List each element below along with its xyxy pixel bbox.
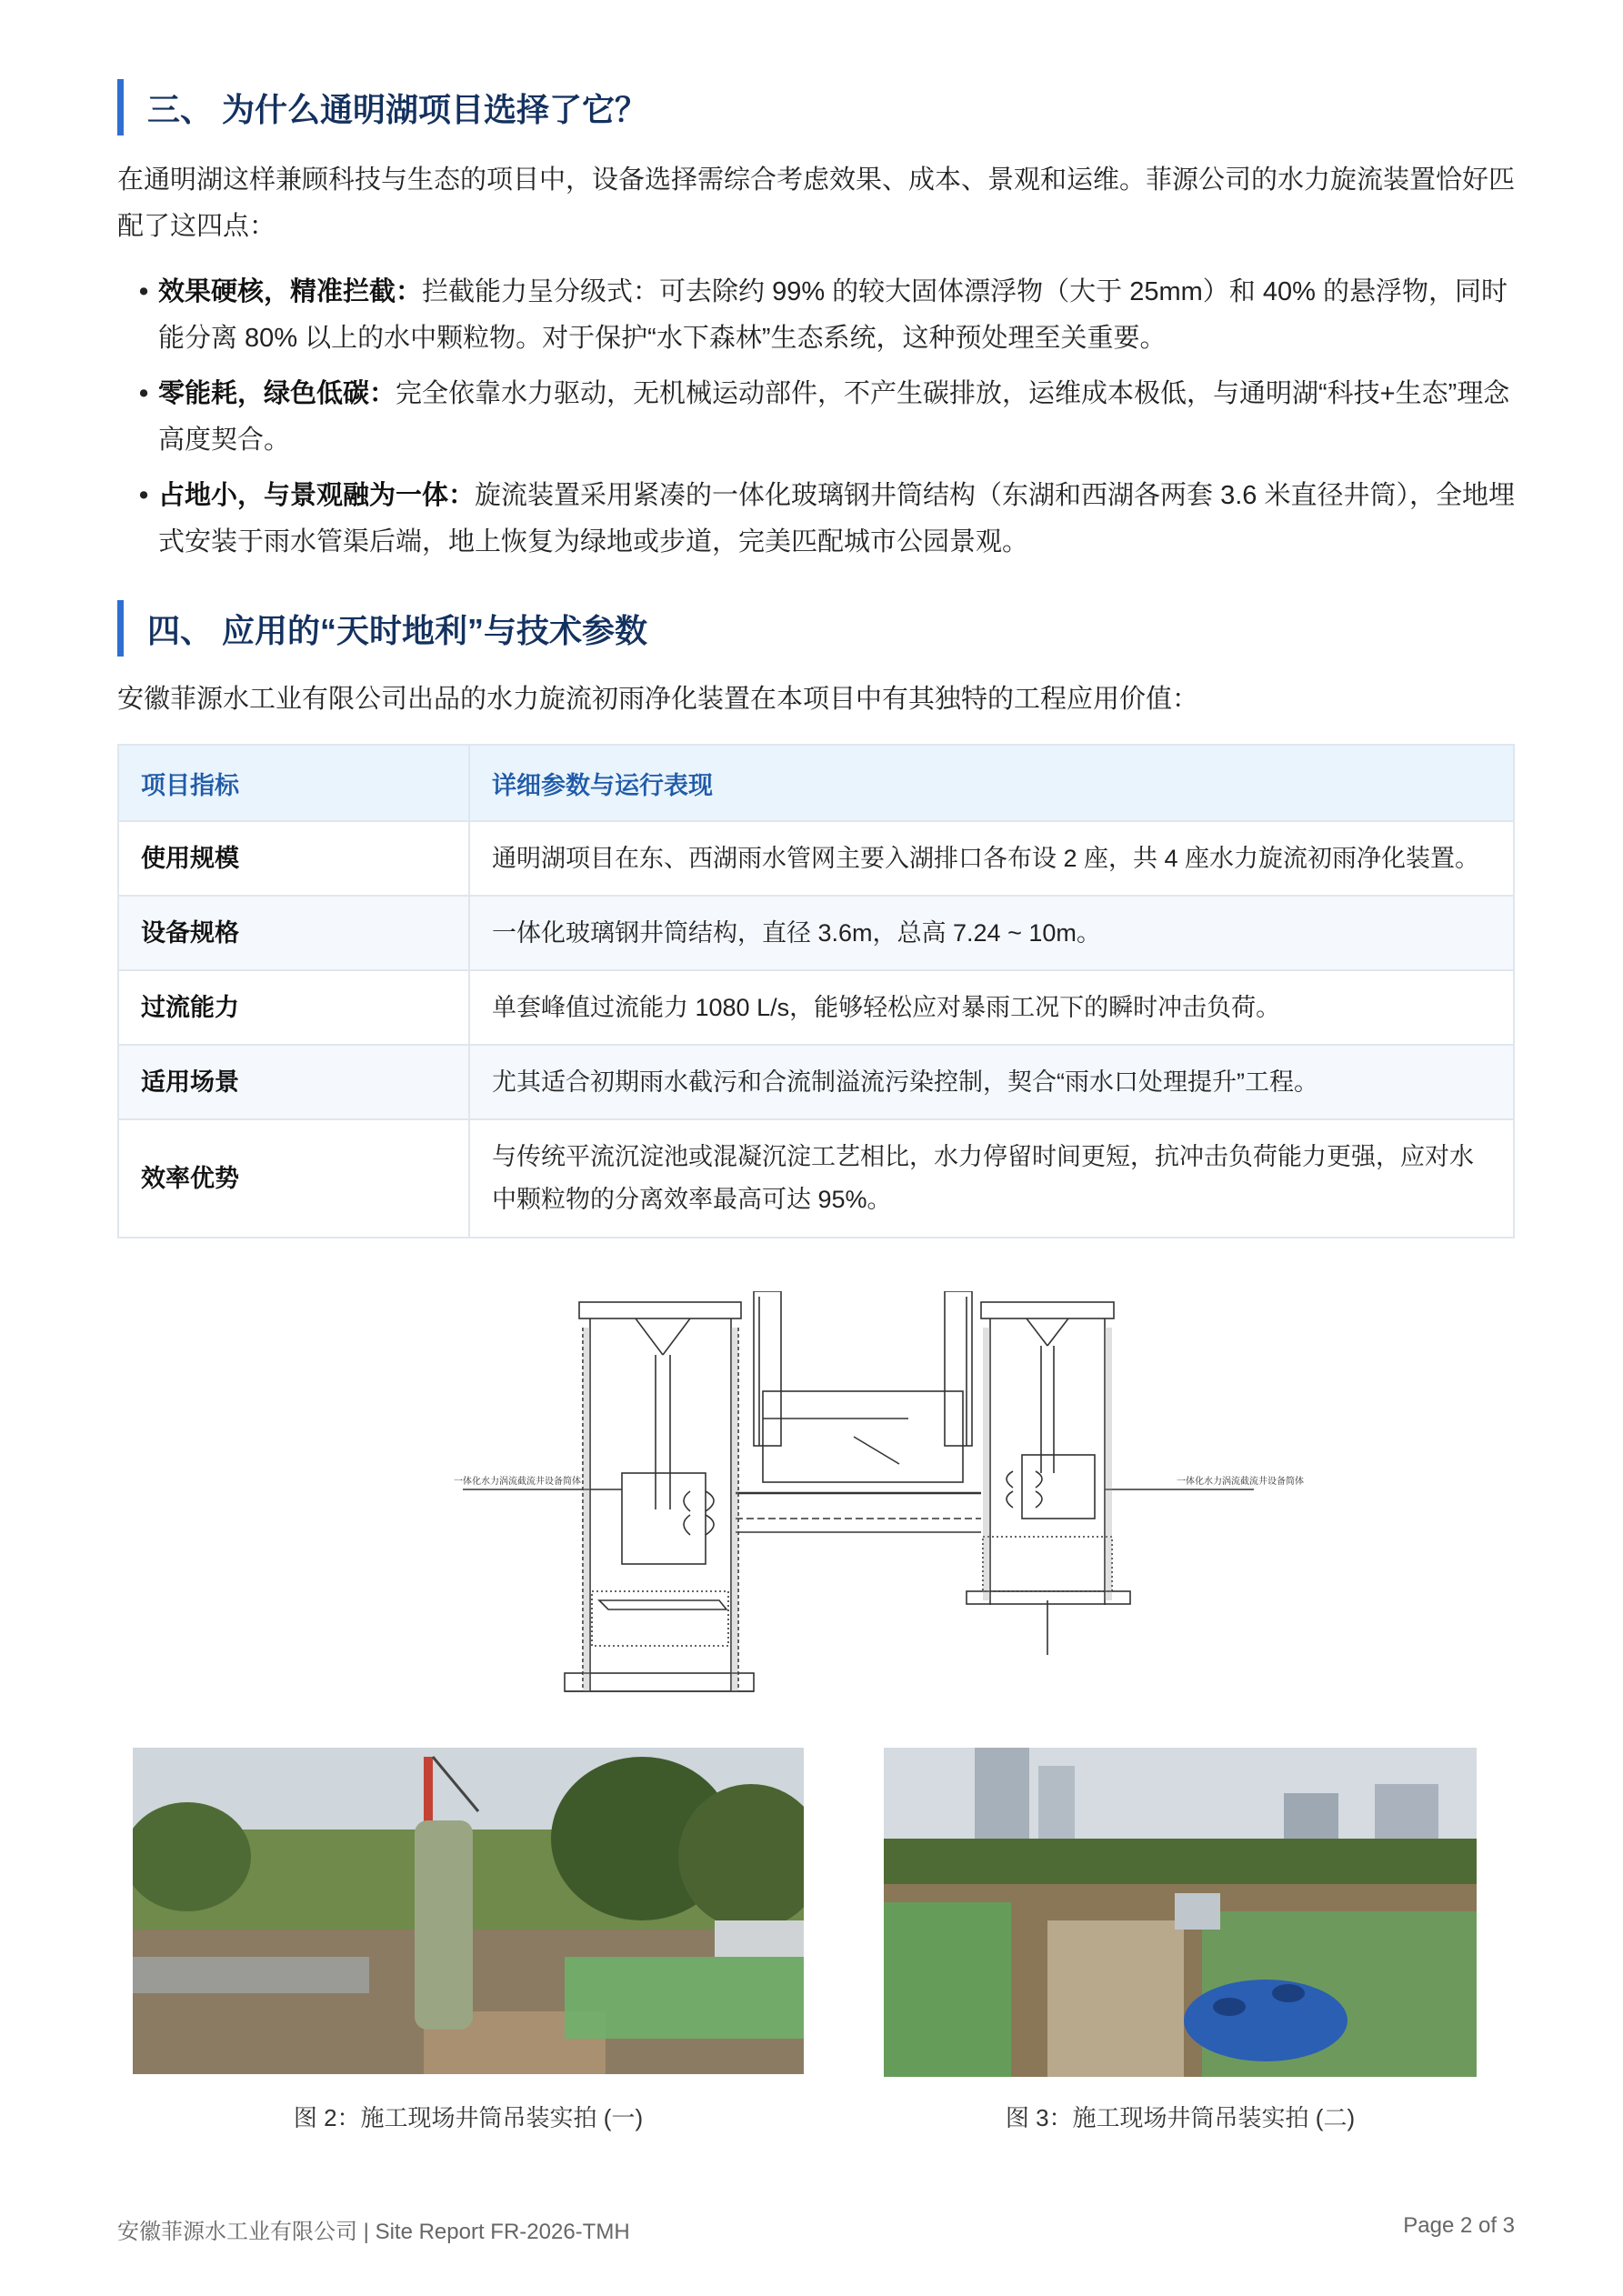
bullet-dot-icon: • bbox=[139, 481, 149, 510]
table-header-row bbox=[118, 745, 1514, 821]
table-key-cell: 使用规模 bbox=[118, 821, 469, 896]
table-row bbox=[118, 1119, 1514, 1238]
table-row bbox=[118, 1045, 1514, 1119]
bullet-item: • 占地小，与景观融为一体：旋流装置采用紧凑的一体化玻璃钢井筒结构（东湖和西湖各两套 3.6 米直径井筒），全地埋式安装于雨水管渠后端，地上恢复为绿地或步道，完美匹配城市公园景观。 bbox=[117, 473, 1515, 566]
section-4-intro: 安徽菲源水工业有限公司出品的水力旋流初雨净化装置在本项目中有其独特的工程应用价值： bbox=[117, 685, 1199, 714]
table-row bbox=[118, 896, 1514, 970]
table-key-cell: 适用场景 bbox=[118, 1045, 469, 1119]
table-value-cell: 与传统平流沉淀池或混凝沉淀工艺相比，水力停留时间更短，抗冲击负荷能力更强，应对水中颗粒物的分离效率最高可达 95%。 bbox=[469, 1119, 1514, 1238]
table-value-cell: 一体化玻璃钢井筒结构，直径 3.6m，总高 7.24 ~ 10m。 bbox=[469, 896, 1514, 970]
table-key-cell: 过流能力 bbox=[118, 970, 469, 1045]
table-row bbox=[118, 821, 1514, 896]
table-value-cell: 通明湖项目在东、西湖雨水管网主要入湖排口各布设 2 座，共 4 座水力旋流初雨净化装置。 bbox=[469, 821, 1514, 896]
site-photo-1 bbox=[133, 1748, 804, 2074]
section-4-heading: 四、 应用的“天时地利”与技术参数 bbox=[117, 600, 1511, 657]
section-3-bullet-list bbox=[117, 269, 1515, 575]
drawing-label-right: 一体化水力涡流截流井设备简体 bbox=[1177, 1477, 1304, 1487]
bullet-dot-icon: • bbox=[139, 277, 149, 306]
section-3-heading: 三、 为什么通明湖项目选择了它？ bbox=[117, 79, 1511, 135]
table-header-cell: 详细参数与运行表现 bbox=[469, 745, 1514, 821]
table-header-cell: 项目指标 bbox=[118, 745, 469, 821]
figure-2-caption: 图 2：施工现场井筒吊装实拍 (一) bbox=[293, 2104, 644, 2131]
spec-table bbox=[117, 744, 1515, 1238]
footer-company: 安徽菲源水工业有限公司 | Site Report FR-2026-TMH bbox=[117, 2220, 630, 2244]
figure-3-caption: 图 3：施工现场井筒吊装实拍 (二) bbox=[1005, 2104, 1356, 2131]
table-value-cell: 单套峰值过流能力 1080 L/s，能够轻松应对暴雨工况下的瞬时冲击负荷。 bbox=[469, 970, 1514, 1045]
drawing-label-left: 一体化水力涡流截流井设备简体 bbox=[454, 1477, 581, 1487]
footer-page-number: Page 2 of 3 bbox=[1403, 2213, 1515, 2238]
bullet-dot-icon: • bbox=[139, 379, 149, 408]
bullet-item: • 零能耗，绿色低碳：完全依靠水力驱动，无机械运动部件，不产生碳排放，运维成本极低，与通明湖“科技+生态”理念高度契合。 bbox=[117, 371, 1515, 464]
section-3-intro: 在通明湖这样兼顾科技与生态的项目中，设备选择需综合考虑效果、成本、景观和运维。菲源公司的水力旋流装置恰好匹配了这四点： bbox=[117, 165, 1516, 241]
table-key-cell: 效率优势 bbox=[118, 1119, 469, 1238]
site-photo-2 bbox=[884, 1748, 1477, 2077]
table-value-cell: 尤其适合初期雨水截污和合流制溢流污染控制，契合“雨水口处理提升”工程。 bbox=[469, 1045, 1514, 1119]
engineering-drawing bbox=[345, 1291, 1408, 1700]
bullet-item: • 效果硬核，精准拦截：拦截能力呈分级式：可去除约 99% 的较大固体漂浮物（大于 25mm）和 40% 的悬浮物，同时能分离 80% 以上的水中颗粒物。对于保护“水下森林”生态系统，这种预处理至关重要。 bbox=[117, 269, 1515, 362]
table-row bbox=[118, 970, 1514, 1045]
table-key-cell: 设备规格 bbox=[118, 896, 469, 970]
